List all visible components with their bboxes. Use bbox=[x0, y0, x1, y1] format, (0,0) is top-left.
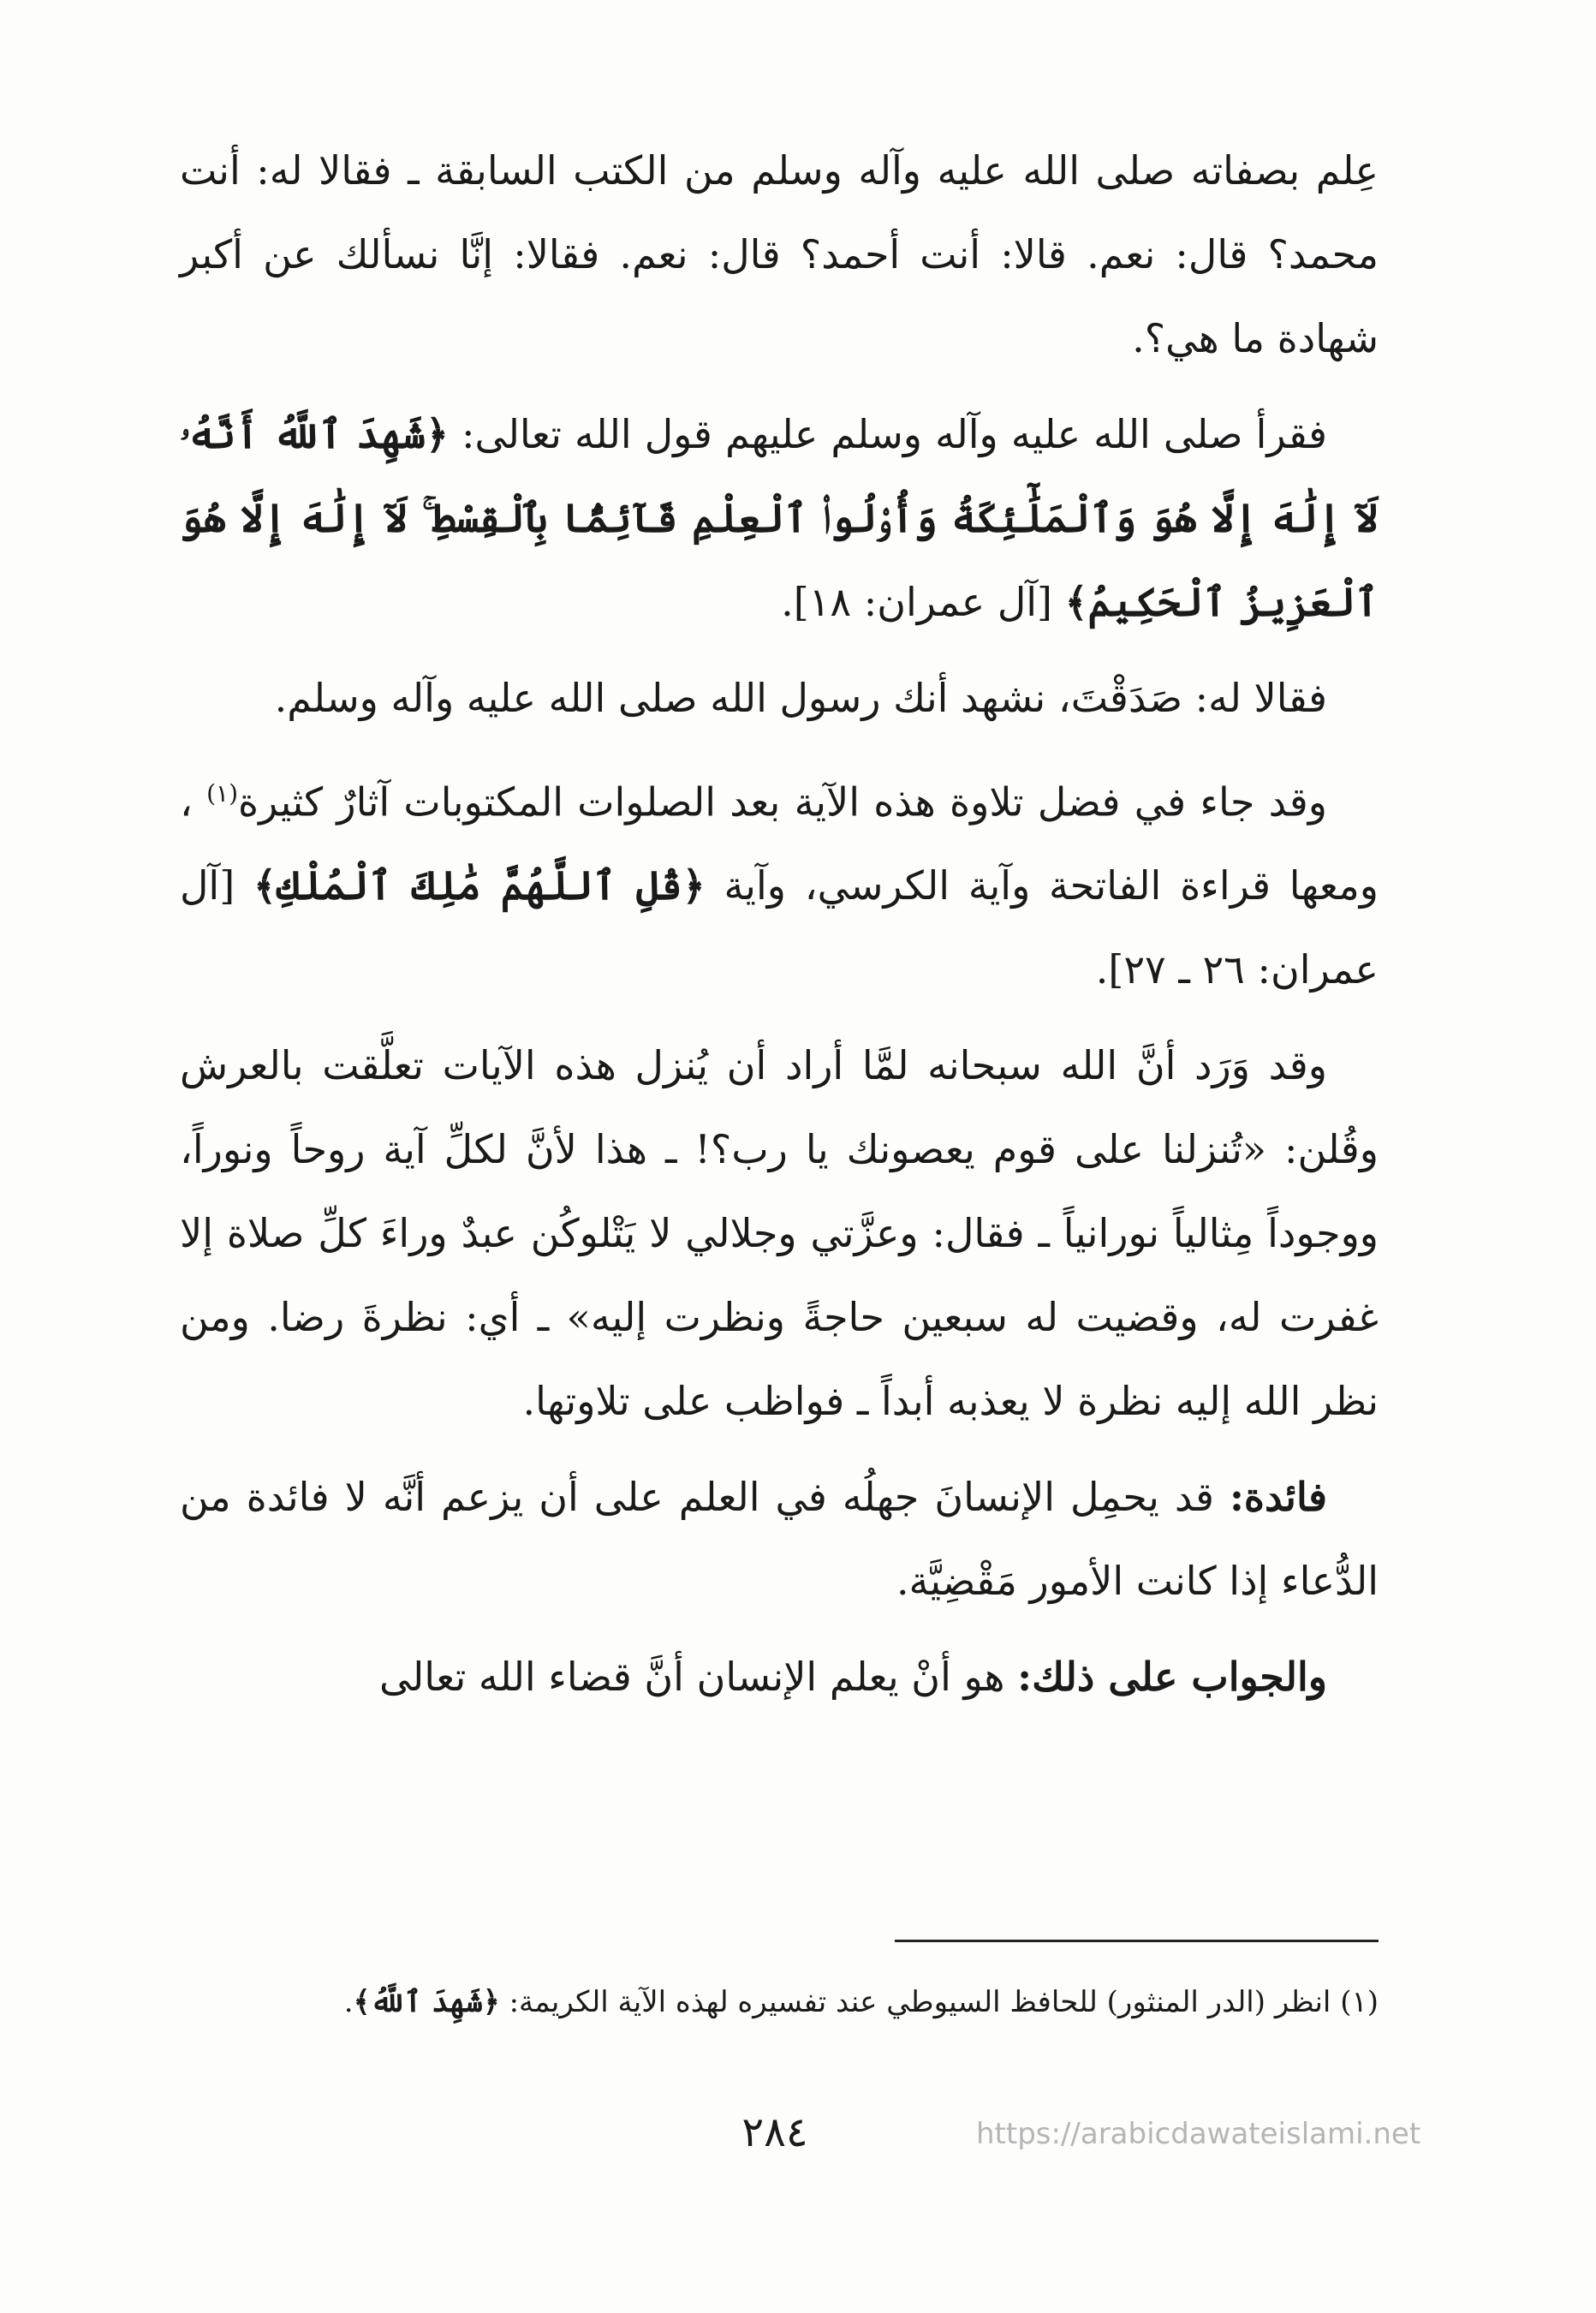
footnote-divider bbox=[895, 1940, 1379, 1942]
verse-reference-2: [آل عمران: ٢٦ ـ ٢٧]. bbox=[180, 862, 1379, 993]
answer-label: والجواب على ذلك: bbox=[1017, 1654, 1327, 1701]
paragraph-3-text: فقالا له: صَدَقْتَ، نشهد أنك رسول الله صلى الله عليه وآله وسلم. bbox=[274, 675, 1327, 721]
paragraph-2 bbox=[180, 392, 1379, 644]
verse-reference-1: [آل عمران: ١٨]. bbox=[781, 579, 1052, 625]
benefit-label: فائدة: bbox=[1229, 1474, 1327, 1521]
footnote bbox=[180, 1974, 1379, 2030]
footnote-quran: ﴿شَهِدَ ٱللَّهُ﴾ bbox=[353, 1985, 500, 2019]
paragraph-5-text: وقد وَرَد أنَّ الله سبحانه لمَّا أراد أن يُنزل هذه الآيات تعلَّقت بالعرش وقُلن: «تُنزلنا على قوم يعصونك يا رب؟! ـ هذا لأنَّ لكلِّ آية روحاً ونوراً، ووجوداً مِثالياً نورانياً ـ فقال: وعزَّتي وجلالي لا يَتْلوكُن عبدٌ وراءَ كلِّ صلاة إلا غفرت له، وقضيت له سبعين حاجةً ونظرت إليه» ـ أي: نظرةَ رضا. ومن نظر الله إليه نظرة لا يعذبه أبداً ـ فواظب على تلاوتها. bbox=[180, 1042, 1379, 1425]
paragraph-2-intro: فقرأ صلى الله عليه وآله وسلم عليهم قول الله تعالى: bbox=[462, 411, 1328, 457]
watermark-url: https://arabicdawateislami.net bbox=[976, 2117, 1421, 2151]
paragraph-3 bbox=[180, 656, 1379, 740]
paragraph-4-intro: وقد جاء في فضل تلاوة هذه الآية بعد الصلوات المكتوبات آثارٌ كثيرة bbox=[238, 778, 1327, 826]
paragraph-5 bbox=[180, 1023, 1379, 1443]
footnote-reference[interactable]: (١) bbox=[206, 779, 239, 808]
quran-verse-2: ﴿قُلِ ٱللَّهُمَّ مَٰلِكَ ٱلْمُلْكِ﴾ bbox=[253, 862, 706, 909]
paragraph-6-text: قد يحمِل الإنسانَ جهلُه في العلم على أن يزعم أنَّه لا فائدة من الدُّعاء إذا كانت الأمور مَقْضِيَّة. bbox=[180, 1474, 1379, 1605]
main-text bbox=[180, 128, 1379, 1731]
paragraph-7-text: هو أنْ يعلم الإنسان أنَّ قضاء الله تعالى bbox=[378, 1654, 1005, 1701]
footnote-text: انظر (الدر المنثور) للحافظ السيوطي عند تفسيره لهذه الآية الكريمة: bbox=[509, 1985, 1331, 2019]
footnote-end: . bbox=[343, 1985, 354, 2019]
paragraph-6 bbox=[180, 1455, 1379, 1623]
quran-verse-1: ﴿شَهِدَ ٱللَّهُ أَنَّهُۥ لَآ إِلَٰهَ إِلَّا هُوَ وَٱلْمَلَٰٓئِكَةُ وَأُو۟لُوا۟ ٱلْعِلْمِ قَآئِمًۢا بِٱلْقِسْطِ ۚ لَآ إِلَٰهَ إِلَّا هُوَ ٱلْعَزِيزُ ٱلْحَكِيمُ﴾ bbox=[180, 411, 1379, 625]
page-number: ٢٨٤ bbox=[741, 2108, 808, 2156]
paragraph-7 bbox=[180, 1635, 1379, 1719]
paragraph-4 bbox=[180, 752, 1379, 1011]
footnote-number: (١) bbox=[1340, 1985, 1379, 2019]
paragraph-1-text: عِلم بصفاته صلى الله عليه وآله وسلم من الكتب السابقة ـ فقالا له: أنت محمد؟ قال: نعم. قالا: أنت أحمد؟ قال: نعم. فقالا: إنَّا نسألك عن أكبر شهادة ما هي؟. bbox=[180, 147, 1379, 361]
paragraph-1 bbox=[180, 128, 1379, 380]
paragraph-4-middle: ، ومعها قراءة الفاتحة وآية الكرسي، وآية bbox=[180, 778, 1379, 909]
